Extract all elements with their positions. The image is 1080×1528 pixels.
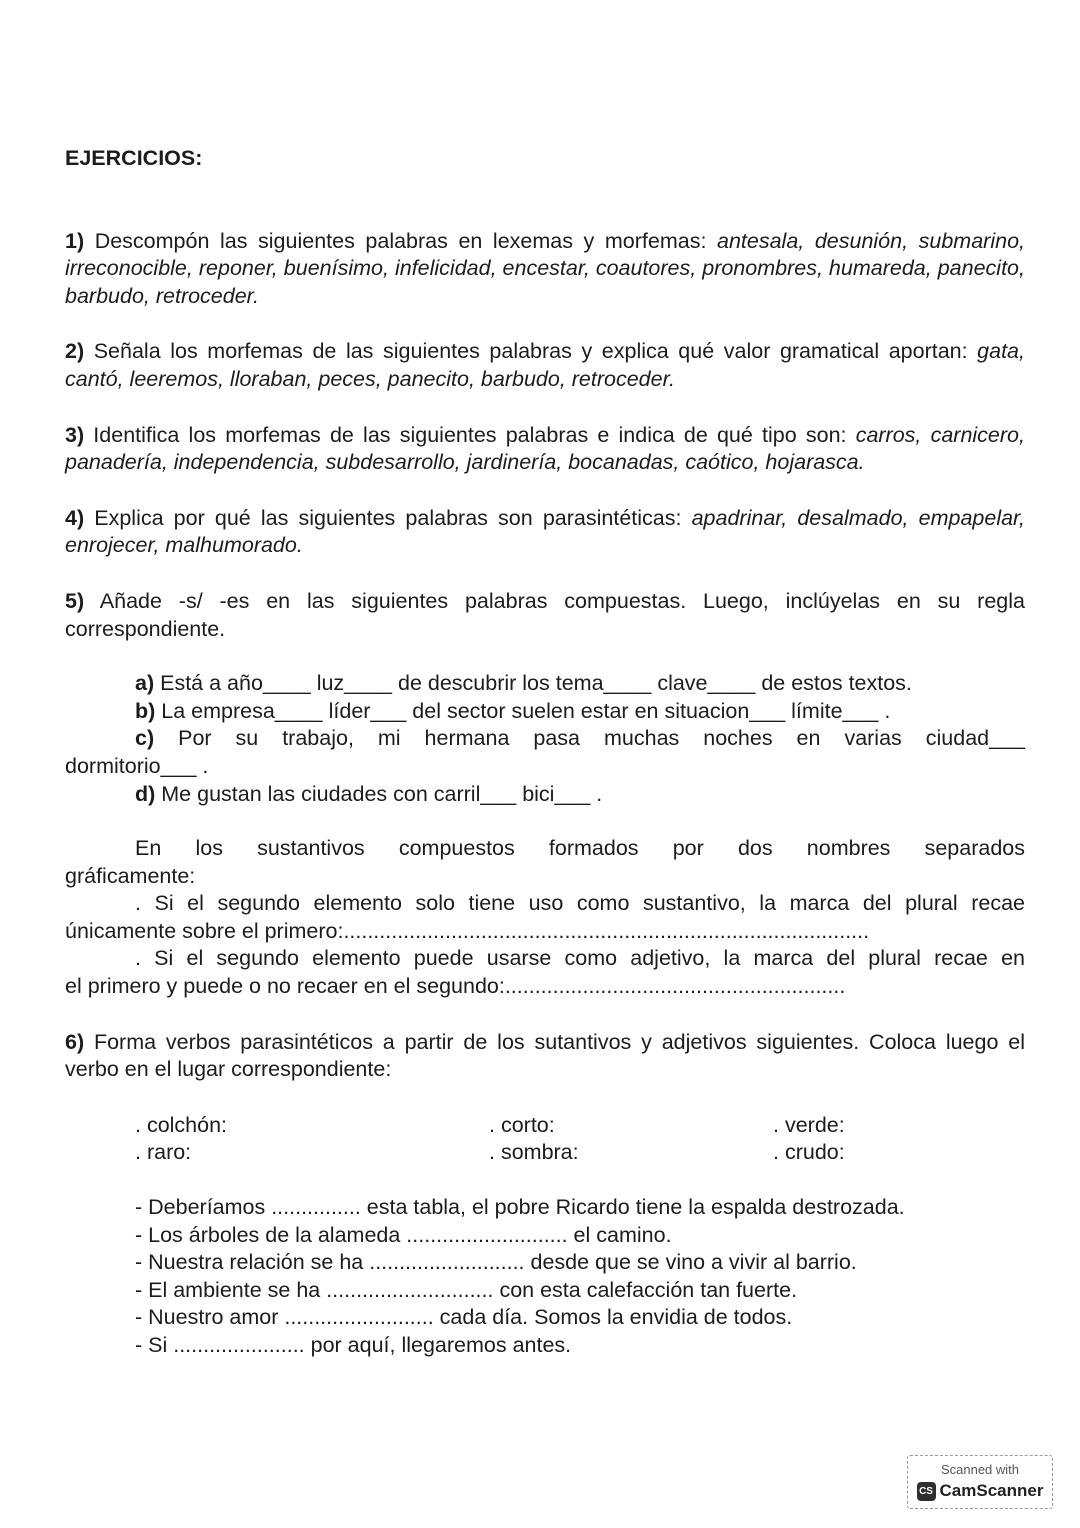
sentence-a: [65, 670, 1025, 698]
base-word: . sombra:: [489, 1140, 579, 1165]
sentence-text: Está a año____ luz____ de descubrir los tema____ clave____ de estos textos.: [154, 671, 912, 696]
base-word: . colchón:: [135, 1112, 228, 1137]
base-word: . raro:: [135, 1140, 192, 1165]
rule-case-a-answer-line: únicamente sobre el primero:........................................................................................: [65, 918, 870, 943]
word-list: apadrinar, desalmado, empapelar, enrojecer, malhumorado.: [65, 505, 1026, 558]
sentence-d: [65, 781, 1025, 809]
word-list: antesala, desunión, submarino, irreconocible, reponer, buenísimo, infelicidad, encestar, coautores, pronombres, humareda, panecito, barbudo, retroceder.: [65, 228, 1025, 308]
rule-intro-continuation: gráficamente:: [65, 863, 196, 888]
sentence-label: c): [135, 726, 155, 751]
exercise-3: [65, 422, 1025, 477]
exercise-1: [65, 228, 1025, 311]
fill-sentence: - Nuestro amor ......................... cada día. Somos la envidia de todos.: [135, 1305, 793, 1330]
base-word: . corto:: [489, 1112, 555, 1137]
sentence-label: d): [135, 781, 156, 806]
exercise-number: 3): [65, 422, 85, 447]
exercise-instruction: Descompón las siguientes palabras en lexemas y morfemas:: [84, 228, 717, 253]
exercise-2: [65, 338, 1025, 393]
sentence-text: Por su trabajo, mi hermana pasa muchas noches en varias ciudad___: [154, 726, 1025, 751]
fill-sentence: - El ambiente se ha ............................ con esta calefacción tan fuerte.: [135, 1277, 798, 1302]
badge-caption: Scanned with: [940, 1462, 1020, 1477]
exercise-number: 6): [65, 1029, 85, 1054]
exercise-4: [65, 505, 1025, 560]
word-list: gata, cantó, leeremos, lloraban, peces, panecito, barbudo, retroceder.: [65, 339, 1025, 391]
base-word: . verde:: [773, 1112, 845, 1137]
fill-sentence: - Si ...................... por aquí, llegaremos antes.: [135, 1333, 572, 1357]
exercise-instruction: Añade -s/ -es en las siguientes palabras compuestas. Luego, inclúyelas en su regla correspondiente.: [65, 588, 1025, 641]
exercise-instruction: Explica por qué las siguientes palabras son parasintéticas:: [84, 505, 692, 530]
badge-brand-row: [908, 1481, 1052, 1501]
exercise-5: [65, 588, 1025, 643]
page-title: EJERCICIOS:: [65, 146, 203, 170]
exercise-instruction: Identifica los morfemas de las siguientes palabras e indica de qué tipo son:: [84, 422, 856, 447]
fill-sentence: - Los árboles de la alameda ........................... el camino.: [135, 1222, 672, 1247]
exercise-number: 4): [65, 505, 85, 530]
rule-case-b: . Si el segundo elemento puede usarse como adjetivo, la marca del plural recae en: [135, 946, 1025, 971]
sentence-text: La empresa____ líder___ del sector suelen estar en situacion___ límite___ .: [155, 698, 891, 723]
sentence-b: [65, 698, 1025, 726]
exercise-instruction: Forma verbos parasintéticos a partir de los sutantivos y adjetivos siguientes. Coloca luego el verbo en el lugar correspondiente:: [65, 1029, 1025, 1082]
word-list: carros, carnicero, panadería, independencia, subdesarrollo, jardinería, bocanadas, caótico, hojarasca.: [65, 422, 1025, 475]
base-word: . crudo:: [773, 1140, 845, 1165]
rule-intro: En los sustantivos compuestos formados por dos nombres separados: [135, 836, 1025, 861]
fill-sentence: - Deberíamos ............... esta tabla, el pobre Ricardo tiene la espalda destrozada.: [135, 1195, 905, 1220]
sentence-label: b): [135, 698, 156, 723]
sentence-c: [65, 725, 1025, 753]
plural-sentences: [65, 670, 1025, 808]
sentence-c-continuation: dormitorio___ .: [65, 753, 209, 778]
camscanner-badge: [907, 1455, 1053, 1509]
fill-sentence: - Nuestra relación se ha .......................... desde que se vino a vivir al barrio.: [135, 1250, 857, 1275]
exercise-number: 1): [65, 228, 85, 253]
badge-brand: CamScanner: [939, 1481, 1044, 1500]
sentence-text: Me gustan las ciudades con carril___ bici___ .: [155, 781, 603, 806]
plural-rule: [65, 835, 1025, 1001]
sentence-label: a): [135, 671, 155, 696]
fill-in-sentences: [65, 1194, 1025, 1360]
exercise-instruction: Señala los morfemas de las siguientes palabras y explica qué valor gramatical aportan:: [84, 339, 978, 364]
exercise-number: 5): [65, 588, 85, 613]
exercise-sheet: [65, 145, 1025, 1360]
rule-case-b-answer-line: el primero y puede o no recaer en el segundo:.........................................................: [65, 974, 846, 999]
exercise-6: [65, 1029, 1025, 1084]
camscanner-logo-icon: CS: [917, 1482, 936, 1501]
base-word-grid: [65, 1112, 1025, 1167]
rule-case-a: . Si el segundo elemento solo tiene uso como sustantivo, la marca del plural recae: [135, 891, 1025, 916]
exercise-number: 2): [65, 339, 85, 364]
